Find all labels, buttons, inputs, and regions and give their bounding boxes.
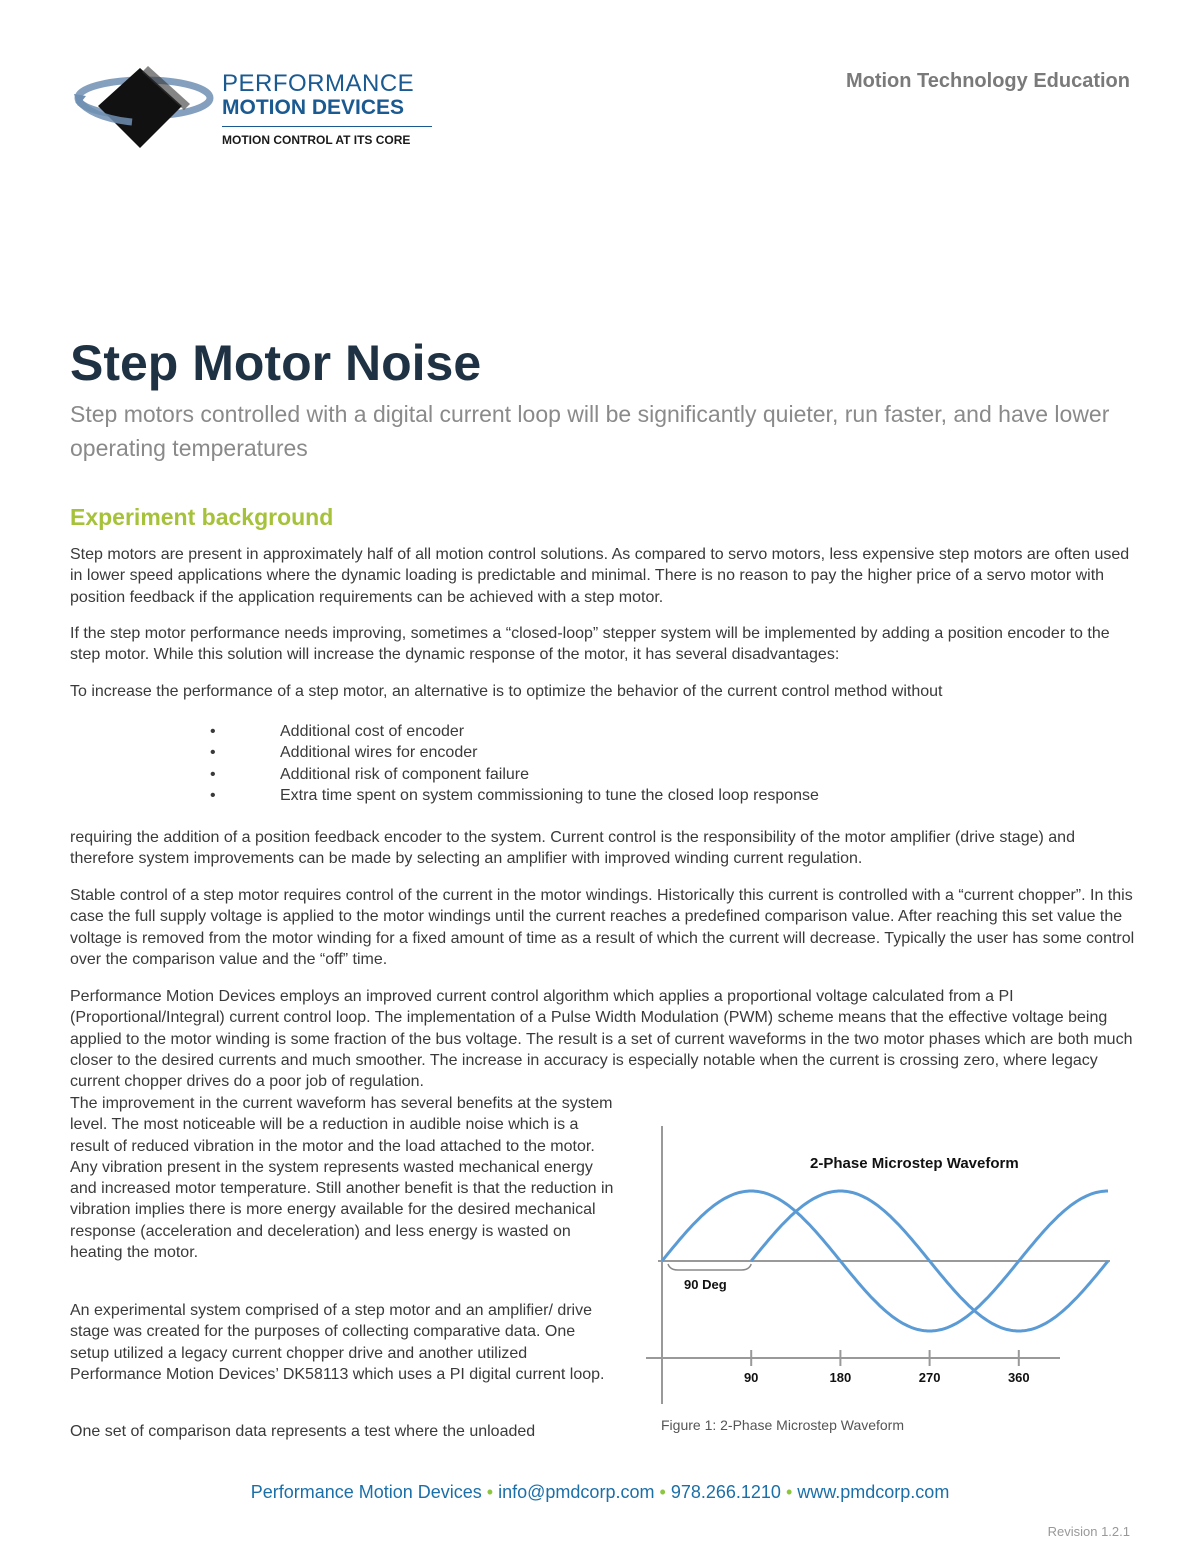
paragraph-8: An experimental system comprised of a step motor and an amplifier/ drive stage was created for the purposes of collecting comparative data. One setup utilized a legacy current chopper drive and another utilized Performance Motion Devices’ DK58113 which uses a PI digital current loop. — [70, 1302, 605, 1383]
document-category: Motion Technology Education — [845, 70, 1130, 92]
x-ticks — [744, 1350, 1030, 1385]
logo-company-line-1: PERFORMANCE — [222, 70, 415, 97]
footer-email[interactable]: info@pmdcorp.com — [498, 1482, 655, 1502]
logo-divider — [222, 126, 432, 127]
paragraph-4: requiring the addition of a position feedback encoder to the system. Current control is the responsibility of the motor amplifier (drive stage) and therefore system improvements can be made by selecting an amplifier with improved winding current regulation. — [70, 829, 1075, 868]
logo-company-line-2: MOTION DEVICES — [222, 96, 405, 119]
paragraph-5: Stable control of a step motor requires control of the current in the motor windings. Historically this current is controlled with a “current chopper”. In this case the full supply voltage is applied to the motor windings until the current reaches a predefined comparison value. After reaching this set value the voltage is removed from the motor winding for a fixed amount of time as a result of which the current will decrease. Typically the user has some control over the comparison value and the “off” time. — [70, 887, 1135, 968]
bullet-glyph: • — [210, 723, 216, 740]
footer-company: Performance Motion Devices — [250, 1482, 482, 1502]
footer-separator: • — [659, 1482, 666, 1502]
section-heading: Experiment background — [70, 504, 334, 530]
disadvantages-list — [200, 721, 819, 806]
ninety-degree-label: 90 Deg — [684, 1277, 727, 1292]
x-tick-label: 360 — [1007, 1370, 1030, 1385]
footer-contact — [0, 1482, 1200, 1503]
footer-website[interactable]: www.pmdcorp.com — [797, 1482, 950, 1502]
figure-caption: Figure 1: 2-Phase Microstep Waveform — [661, 1417, 905, 1433]
x-tick-label: 180 — [829, 1370, 852, 1385]
footer-separator: • — [785, 1482, 793, 1502]
chart-title: 2-Phase Microstep Waveform — [810, 1155, 1019, 1172]
list-item — [200, 742, 819, 763]
paragraph-7: The improvement in the current waveform has several benefits at the system level. The most noticeable will be a reduction in audible noise which is a result of reduced vibration in the motor and the load attached to the motor. Any vibration present in the system represents wasted mechanical energy and increased motor temperature. Still another benefit is that the reduction in vibration implies there is more energy available for the desired mechanical response (acceleration and deceleration) and less energy is wasted on heating the motor. — [70, 1095, 614, 1262]
bullet-glyph: • — [210, 786, 216, 804]
chip-with-orbit-arrow-icon — [72, 60, 217, 155]
list-item-text: Additional wires for encoder — [280, 744, 478, 762]
bullet-glyph: • — [210, 744, 216, 762]
footer-separator: • — [486, 1482, 494, 1502]
x-tick-label: 90 — [743, 1370, 759, 1385]
microstep-waveform-figure — [640, 1118, 1120, 1438]
revision-label: Revision 1.2.1 — [1047, 1524, 1130, 1539]
x-tick-label: 270 — [918, 1370, 941, 1385]
list-item-text: Additional risk of component failure — [280, 765, 530, 783]
ninety-degree-bracket — [668, 1264, 751, 1270]
logo-tagline: MOTION CONTROL AT ITS CORE — [222, 133, 411, 147]
paragraph-1: Step motors are present in approximately half of all motion control solutions. As compared to servo motors, less expensive step motors are often used in lower speed applications where the dynamic loading is predictable and minimal. There is no reason to pay the higher price of a servo motor with position feedback if the application requirements can be achieved with a step motor. — [70, 546, 1130, 606]
list-item — [200, 785, 819, 806]
list-item-text: Extra time spent on system commissioning to tune the closed loop response — [280, 786, 819, 804]
list-item — [200, 721, 819, 742]
footer-phone: 978.266.1210 — [670, 1482, 781, 1502]
page-title: Step Motor Noise — [70, 335, 482, 391]
company-logo — [72, 60, 442, 160]
waveform-chart — [640, 1118, 1120, 1418]
list-item — [200, 764, 819, 785]
page-subtitle: Step motors controlled with a digital current loop will be significantly quieter, run faster, and have lower operating temperatures — [70, 401, 1110, 461]
paragraph-9: One set of comparison data represents a test where the unloaded — [70, 1423, 536, 1440]
paragraph-3: To increase the performance of a step motor, an alternative is to optimize the behavior of the current control method without — [70, 683, 943, 700]
bullet-glyph: • — [210, 765, 216, 783]
list-item-text: Additional cost of encoder — [280, 723, 465, 740]
paragraph-6: Performance Motion Devices employs an improved current control algorithm which applies a proportional voltage calculated from a PI (Proportional/Integral) current control loop. The implementation of a Pulse Width Modulation (PWM) scheme means that the effective voltage being applied to the motor winding is some fraction of the bus voltage. The result is a set of current waveforms in the two motor phases which are both much closer to the desired currents and much smoother. The increase in accuracy is especially notable when the current is crossing zero, where legacy current chopper drives do a poor job of regulation. — [70, 988, 1133, 1091]
paragraph-2: If the step motor performance needs improving, sometimes a “closed-loop” stepper system will be implemented by adding a position encoder to the step motor. While this solution will increase the dynamic response of the motor, it has several disadvantages: — [70, 625, 1110, 664]
